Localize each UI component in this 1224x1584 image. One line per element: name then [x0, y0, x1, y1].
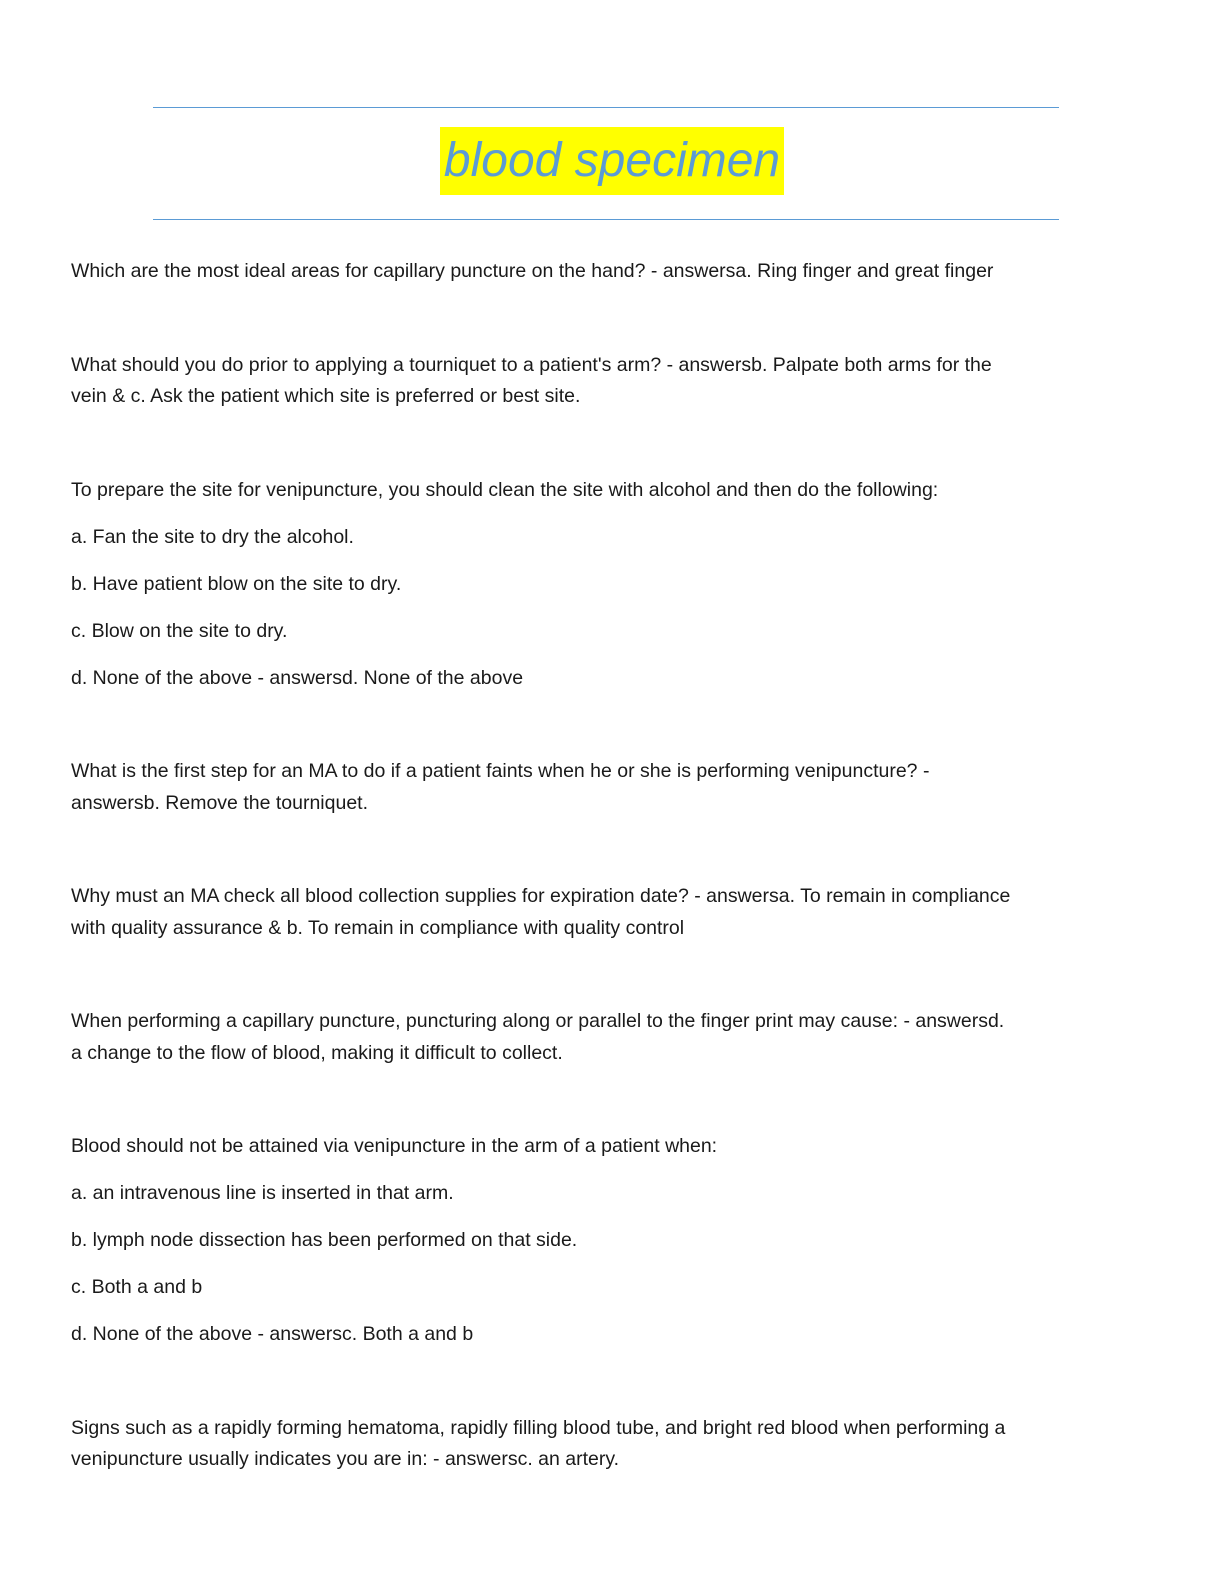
qa-text-line: a change to the flow of blood, making it difficult to collect.	[71, 1041, 563, 1064]
qa-content	[71, 256, 1151, 1476]
qa-option: c. Both a and b	[71, 1276, 203, 1298]
qa-option: a. Fan the site to dry the alcohol.	[71, 525, 354, 548]
qa-option: b. lymph node dissection has been performed on that side.	[71, 1229, 578, 1251]
page-title: blood specimen	[440, 127, 784, 195]
qa-text-line: When performing a capillary puncture, puncturing along or parallel to the finger print may cause: - answersd.	[71, 1010, 1005, 1032]
qa-option: d. None of the above - answersd. None of the above	[71, 666, 524, 689]
qa-question: Blood should not be attained via venipuncture in the arm of a patient when:	[71, 1135, 718, 1157]
qa-item	[71, 881, 1151, 944]
qa-option: a. an intravenous line is inserted in that arm.	[71, 1182, 454, 1204]
qa-question: To prepare the site for venipuncture, you should clean the site with alcohol and then do the following:	[71, 478, 939, 501]
qa-text-line: vein & c. Ask the patient which site is preferred or best site.	[71, 385, 581, 407]
qa-item	[71, 475, 1151, 695]
qa-text-line: Signs such as a rapidly forming hematoma, rapidly filling blood tube, and bright red blood when performing a	[71, 1416, 1006, 1439]
qa-item	[71, 1131, 1151, 1351]
qa-text-line: Which are the most ideal areas for capillary puncture on the hand? - answersa. Ring finger and great finger	[71, 260, 994, 282]
qa-text-line: Why must an MA check all blood collection supplies for expiration date? - answersa. To remain in compliance	[71, 885, 1011, 907]
qa-item	[71, 1006, 1151, 1069]
qa-text-line: What should you do prior to applying a tourniquet to a patient's arm? - answersb. Palpate both arms for the	[71, 353, 992, 376]
qa-text-line: answersb. Remove the tourniquet.	[71, 791, 368, 814]
qa-item	[71, 756, 1151, 819]
qa-item	[71, 350, 1151, 413]
title-top-rule	[153, 107, 1059, 108]
qa-item	[71, 256, 1151, 288]
qa-option: b. Have patient blow on the site to dry.	[71, 572, 402, 595]
qa-option: c. Blow on the site to dry.	[71, 619, 288, 642]
qa-item	[71, 1413, 1151, 1476]
qa-text-line: with quality assurance & b. To remain in compliance with quality control	[71, 916, 685, 939]
title-bottom-rule	[153, 219, 1059, 220]
qa-option: d. None of the above - answersc. Both a and b	[71, 1323, 474, 1345]
title-container	[0, 127, 1224, 195]
qa-text-line: venipuncture usually indicates you are in: - answersc. an artery.	[71, 1448, 620, 1470]
qa-text-line: What is the first step for an MA to do if a patient faints when he or she is performing venipuncture? -	[71, 760, 930, 782]
